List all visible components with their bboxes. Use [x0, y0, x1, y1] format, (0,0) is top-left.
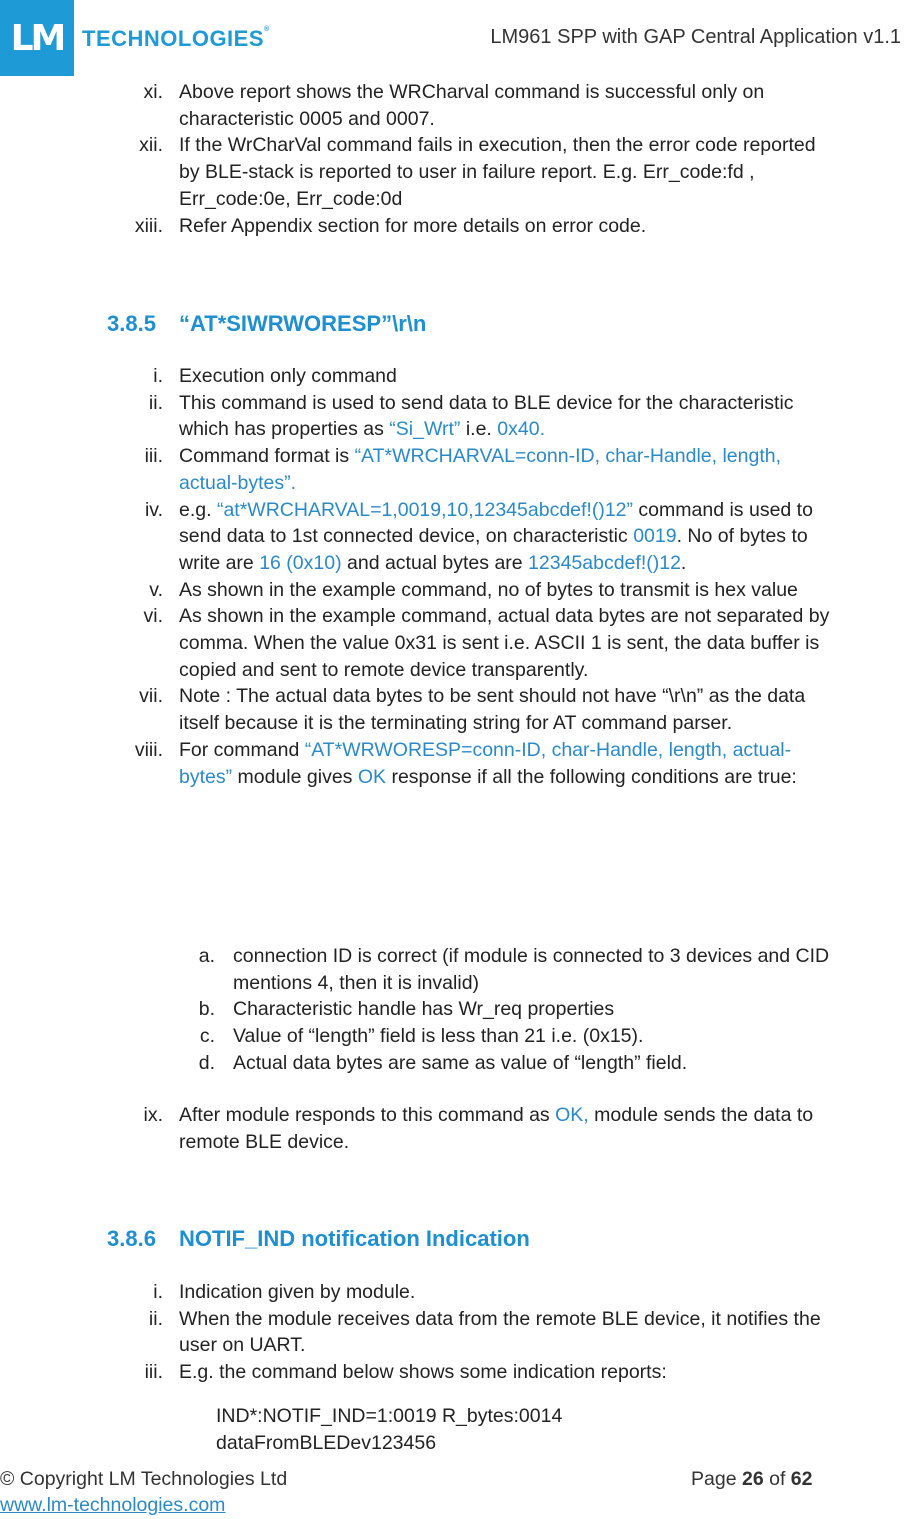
logo-wordmark [82, 26, 270, 52]
list-item [0, 1279, 908, 1306]
section-title: “AT*SIWRWORESP”\r\n [179, 311, 427, 336]
list-command-details [0, 363, 908, 790]
code-line: dataFromBLEDev123456 [216, 1431, 437, 1454]
text-span: Characteristic handle has Wr_req properties [233, 998, 615, 1021]
highlighted-text: “Si_Wrt” [389, 418, 461, 441]
highlighted-text: 12345abcdef!()12 [528, 551, 681, 574]
list-item-number: v. [149, 578, 163, 601]
highlighted-text: “at*WRCHARVAL=1,0019,10,12345abcdef!()12” [216, 498, 634, 521]
section-title: NOTIF_IND notification Indication [179, 1226, 530, 1251]
section-heading-3-8-6 [107, 1226, 530, 1252]
list-item-text [233, 996, 833, 1023]
list-item-number: b. [198, 998, 215, 1021]
list-item-text [179, 443, 839, 496]
list-item-number: iii. [144, 445, 163, 468]
logo-mark: LM [10, 17, 64, 59]
list-item-text [179, 213, 839, 240]
list-item-number: i. [153, 1281, 163, 1303]
list-item-number: ii. [148, 1307, 163, 1330]
section-number: 3.8.5 [107, 311, 156, 336]
text-span: For command [179, 738, 305, 761]
list-item [0, 132, 908, 212]
text-span: Refer Appendix section for more details on error code. [179, 214, 647, 237]
list-item-number: xi. [143, 81, 163, 103]
list-item [0, 1359, 908, 1386]
footer-copyright: © Copyright LM Technologies Ltd [0, 1468, 288, 1490]
text-span: connection ID is correct (if module is connected to 3 devices and CID mentions 4, then it is invalid) [233, 945, 830, 994]
list-item [0, 443, 908, 496]
text-span: Actual data bytes are same as value of “length” field. [233, 1051, 688, 1074]
text-span: response if all the following conditions are true: [386, 765, 797, 788]
list-conditions [0, 943, 908, 1077]
section-heading-3-8-5 [107, 311, 426, 337]
text-span: Above report shows the WRCharval command is successful only on characteristic 0005 and 0007. [179, 81, 765, 130]
text-span: When the module receives data from the remote BLE device, it notifies the user on UART. [179, 1307, 821, 1357]
list-item [0, 1050, 908, 1077]
text-span: After module responds to this command as [179, 1104, 556, 1126]
list-item-number: ii. [148, 391, 163, 414]
list-item-number: c. [199, 1025, 215, 1048]
text-span: Value of “length” field is less than 21 i.e. (0x15). [233, 1025, 644, 1048]
list-item-number: xiii. [134, 214, 163, 237]
section-number: 3.8.6 [107, 1226, 156, 1251]
list-item [0, 996, 908, 1023]
list-item-text [179, 1102, 839, 1155]
page-total: 62 [790, 1468, 813, 1490]
text-span: Note : The actual data bytes to be sent should not have “\r\n” as the data itself because it is the terminating string for AT command parser. [179, 685, 806, 735]
list-item-text [179, 390, 839, 443]
list-item-number: ix. [143, 1104, 163, 1126]
text-span: As shown in the example command, actual data bytes are not separated by comma. When the value 0x31 is sent i.e. ASCII 1 is sent, the data buffer is copied and sent to remote device transparently. [179, 605, 830, 681]
list-ix [0, 1102, 908, 1155]
list-item-text [179, 497, 839, 577]
list-item [0, 1023, 908, 1050]
list-item [0, 943, 908, 996]
list-item-text [179, 683, 839, 736]
list-item [0, 363, 908, 390]
registered-mark: ® [264, 26, 270, 33]
text-span: command is used to send data to 1st connected device, on characteristic [179, 498, 813, 548]
text-span: Indication given by module. [179, 1281, 416, 1303]
list-item-number: d. [198, 1051, 215, 1074]
text-span: . [680, 551, 687, 574]
list-item-text [233, 1050, 833, 1077]
text-span: and actual bytes are [341, 551, 529, 574]
list-notification [0, 1279, 908, 1386]
text-span: . No of bytes to write are [179, 525, 808, 574]
code-line: IND*:NOTIF_IND=1:0019 R_bytes:0014 [216, 1405, 563, 1427]
list-item-number: vi. [143, 605, 163, 628]
highlighted-text: “AT*WRWORESP=conn-ID, char-Handle, length, actual-bytes” [179, 738, 792, 788]
list-item [0, 497, 908, 577]
list-item [0, 390, 908, 443]
list-item [0, 603, 908, 683]
list-item-text [179, 1306, 839, 1359]
list-item-text [233, 1023, 833, 1050]
company-logo [0, 0, 74, 76]
page-current: 26 [741, 1468, 764, 1490]
list-item-number: vii. [139, 685, 163, 708]
list-item [0, 683, 908, 736]
list-item [0, 1102, 908, 1155]
text-span: As shown in the example command, no of bytes to transmit is hex value [179, 578, 798, 601]
highlighted-text: 0019 [633, 525, 677, 548]
text-span: module gives [232, 765, 358, 788]
text-span: module sends the data to remote BLE device. [179, 1104, 814, 1153]
list-item [0, 213, 908, 240]
text-span: Command format is [179, 445, 355, 468]
highlighted-text: OK, [555, 1104, 589, 1126]
code-example [216, 1403, 562, 1456]
list-item-text [179, 1279, 839, 1306]
text-span: Execution only command [179, 365, 397, 387]
page-number [691, 1468, 812, 1491]
text-span: E.g. the command below shows some indication reports: [179, 1361, 667, 1384]
list-item-number: viii. [134, 738, 163, 761]
text-span: This command is used to send data to BLE device for the characteristic which has properties as [179, 391, 794, 441]
list-item-text [179, 363, 839, 390]
list-item-text [179, 577, 839, 604]
list-item-text [179, 132, 839, 212]
highlighted-text: 0x40. [497, 418, 545, 441]
text-span: e.g. [179, 498, 217, 521]
list-item-number: a. [198, 945, 215, 967]
list-item [0, 79, 908, 132]
text-span: i.e. [460, 418, 498, 441]
list-item-number: xii. [139, 134, 163, 157]
logo-word: TECHNOLOGIES [82, 26, 265, 51]
list-item-text [233, 943, 833, 996]
list-item-text [179, 1359, 839, 1386]
list-item [0, 737, 908, 790]
list-item-text [179, 603, 839, 683]
list-item-number: iv. [144, 498, 163, 521]
highlighted-text: OK [357, 765, 387, 788]
list-item-number: iii. [144, 1361, 163, 1384]
page-label: Page [691, 1468, 737, 1490]
highlighted-text: “AT*WRCHARVAL=conn-ID, char-Handle, length, actual-bytes”. [179, 445, 782, 494]
list-item [0, 577, 908, 604]
list-item-text [179, 737, 839, 790]
document-title: LM961 SPP with GAP Central Application v1.1 [490, 26, 901, 48]
list-top [0, 79, 908, 239]
list-item [0, 1306, 908, 1359]
highlighted-text: 16 (0x10) [259, 551, 342, 574]
list-item-number: i. [153, 365, 163, 387]
page-of: of [769, 1468, 786, 1490]
footer-website-link[interactable]: www.lm-technologies.com [0, 1494, 226, 1516]
list-item-text [179, 79, 839, 132]
text-span: If the WrCharVal command fails in execution, then the error code reported by BLE-stack is reported to user in failure report. E.g. Err_code:fd , Err_code:0e, Err_code:0d [179, 134, 816, 210]
